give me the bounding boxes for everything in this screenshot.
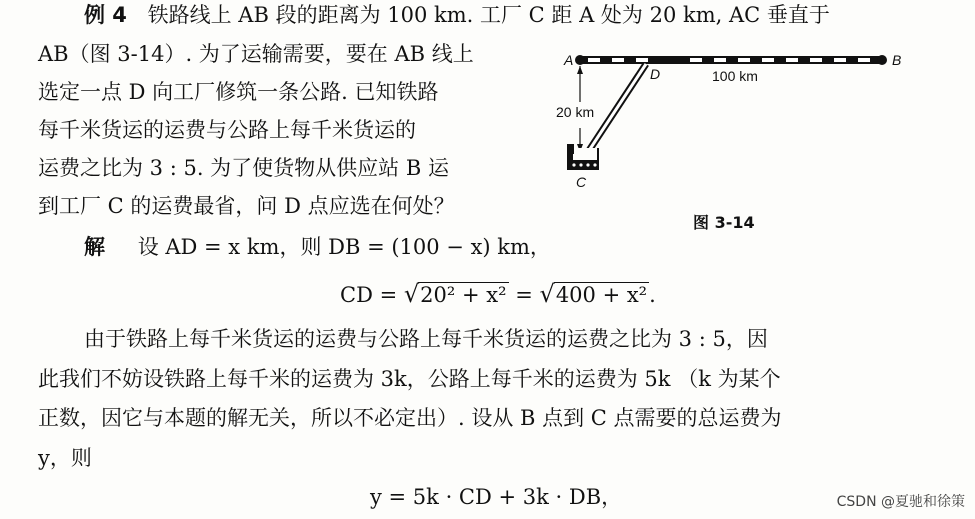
solution-line	[84, 234, 551, 260]
line-1	[84, 2, 830, 28]
label-c: C	[576, 174, 587, 190]
paragraph-line-3: 正数，因它与本题的解无关，所以不必定出）. 设从 B 点到 C 点需要的总运费为	[38, 406, 782, 430]
sqrt-radicand-1: 20² + x²	[420, 283, 507, 307]
paragraph-line-4: y，则	[38, 446, 92, 470]
road-fill	[588, 64, 646, 152]
line-5: 运费之比为 3 : 5. 为了使货物从供应站 B 运	[38, 156, 449, 180]
watermark: CSDN @夏驰和徐策	[836, 494, 965, 510]
solution-text: 设 AD = x km，则 DB = (100 − x) km，	[137, 235, 551, 259]
sqrt-icon: √	[539, 280, 555, 308]
cd-end: .	[649, 283, 656, 307]
point-b	[877, 55, 887, 65]
label-b: B	[892, 52, 902, 68]
cd-lhs: CD =	[340, 283, 398, 307]
example-label: 例 4	[84, 3, 127, 27]
sqrt-icon: √	[403, 280, 420, 308]
cd-formula	[340, 280, 656, 308]
figure-3-14	[550, 44, 910, 232]
problem-text-1: 铁路线上 AB 段的距离为 100 km. 工厂 C 距 A 处为 20 km, AC 垂直于	[147, 3, 830, 27]
label-a: A	[564, 52, 574, 68]
point-a	[575, 55, 585, 65]
figure-caption: 图 3-14	[693, 213, 755, 232]
line-2: AB（图 3-14）. 为了运输需要，要在 AB 线上	[38, 42, 474, 66]
distance-ac-label: 20 km	[556, 104, 595, 120]
distance-ab-label: 100 km	[712, 68, 758, 84]
arrow-up-icon	[577, 66, 583, 74]
paragraph-line-2: 此我们不妨设铁路上每千米的运费为 3k，公路上每千米的运费为 5k （k 为某个	[38, 367, 781, 391]
sqrt-radicand-2: 400 + x²	[555, 283, 648, 307]
paragraph-line-1: 由于铁路上每千米货运的运费与公路上每千米货运的运费之比为 3 : 5，因	[84, 327, 768, 351]
line-3: 选定一点 D 向工厂修筑一条公路. 已知铁路	[38, 80, 439, 104]
cd-equals: =	[515, 283, 533, 307]
line-6: 到工厂 C 的运费最省，问 D 点应选在何处？	[38, 194, 455, 218]
solution-label: 解	[84, 235, 105, 259]
label-d: D	[650, 66, 661, 82]
cost-formula: y = 5k · CD + 3k · DB，	[370, 485, 623, 509]
line-4: 每千米货运的运费与公路上每千米货运的	[38, 118, 416, 142]
